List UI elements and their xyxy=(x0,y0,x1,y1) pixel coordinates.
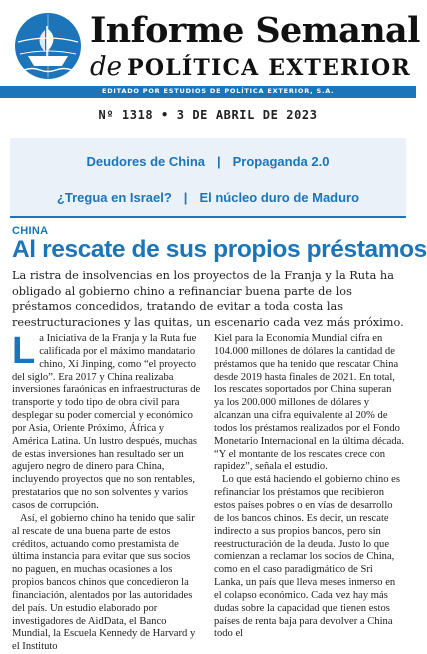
masthead xyxy=(0,0,420,98)
masthead-pe: POLÍTICA EXTERIOR xyxy=(127,55,411,81)
related-separator: | xyxy=(183,190,188,205)
paragraph xyxy=(12,330,202,513)
masthead-title: Informe Semanal xyxy=(90,10,420,51)
tagline-bar xyxy=(0,86,416,98)
related-separator: | xyxy=(217,154,221,169)
article-headline: Al rescate de sus propios préstamos xyxy=(12,236,427,263)
tagline: EDITADO POR ESTUDIOS DE POLÍTICA EXTERIOR, S.A. xyxy=(102,87,335,95)
paragraph: Lo que está haciendo el gobierno chino es refinanciar los préstamos que recibieron estos países pobres o en vías de desarrollo de los bancos chinos. Es decir, un rescate indirecto a sus propios bancos, pero sin reestructuración de la deuda. Justo lo que comienzan a reclamar los socios de China, como en el caso paradigmático de Sri Lanka, un país que lleva meses inmerso en el colapso económico. Cada vez hay más dudas sobre la capacidad que tienen estos países de renta baja para devolver a China todo el xyxy=(214,474,400,640)
related-links xyxy=(10,138,406,218)
article-column-left xyxy=(12,330,202,654)
article-column-right xyxy=(214,333,404,641)
drop-cap: L xyxy=(12,330,36,372)
masthead-subtitle xyxy=(90,52,411,82)
related-link-propaganda[interactable]: Propaganda 2.0 xyxy=(232,154,330,169)
related-link-deudores[interactable]: Deudores de China xyxy=(86,154,205,169)
paragraph: Así, el gobierno chino ha tenido que salir al rescate de una buena parte de estos créditos, actuando como prestamista de última instancia para evitar que sus socios no paguen, en muchas ocasiones a los propios bancos chinos que concedieron la financiación, alentados por las autoridades del país. Un estudio elaborado por investigadores de AidData, el Banco Mundial, la Escuela Kennedy de Harvard y el Instituto xyxy=(12,512,196,653)
paragraph: Kiel para la Economía Mundial cifra en 104.000 millones de dólares la cantidad de préstamos que ha tenido que rescatar China desde 2019 hasta finales de 2021. En total, los rescates soportados por China superan ya los 200.000 millones de dólares y alcanzan una cifra equivalente al 20% de todos los préstamos realizados por el Fondo Monetario Internacional en la última década. “Y el montante de los rescates crece con rapidez”, señala el estudio. xyxy=(214,333,405,473)
related-row-2 xyxy=(10,190,406,205)
article-lede: La ristra de insolvencias en los proyectos de la Franja y la Ruta ha obligado al gobierno chino a refinanciar buena parte de los préstamos concedidos, tratando de evitar a toda costa las reestructuraciones y las quitas, un escenario cada vez más próximo. xyxy=(12,269,404,329)
related-row-1 xyxy=(10,154,406,169)
article-kicker: CHINA xyxy=(12,225,49,237)
related-link-tregua[interactable]: ¿Tregua en Israel? xyxy=(56,190,172,205)
issue-line: Nº 1318 • 3 DE ABRIL DE 2023 xyxy=(98,108,318,122)
masthead-de: de xyxy=(90,52,123,82)
ship-globe-icon xyxy=(14,12,82,80)
paragraph-text: a Iniciativa de la Franja y la Ruta fue calificada por el máximo mandatario chino, Xi Jinping, como “el proyecto del siglo”. Era 2017 y China realizaba inversiones faraónicas en infraestructuras de transporte y todo tipo de obra civil para desplegar su poder comercial y económico por Asia, Oriente Próximo, África y América Latina. Un lustro después, muchas de estas inversiones han resultado ser un agujero negro de dinero para China, incluyendo proyectos que no son rentables, prestatarios que no son solventes y varios casos de corrupción. xyxy=(12,333,201,511)
related-link-maduro[interactable]: El núcleo duro de Maduro xyxy=(199,190,360,205)
